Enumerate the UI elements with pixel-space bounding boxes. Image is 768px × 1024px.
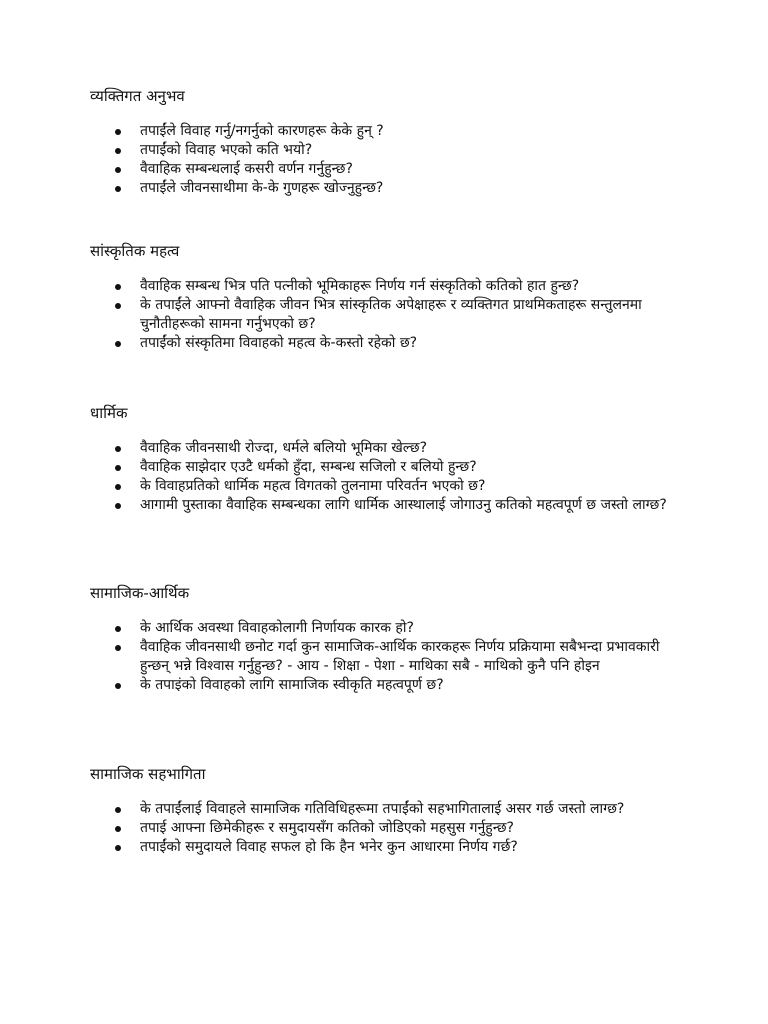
question-list	[90, 800, 690, 857]
question-text: तपाई आफ्ना छिमेकीहरू र समुदायसँग कतिको जोडिएको महसुस गर्नुहुन्छ?	[140, 820, 514, 836]
section-heading: व्यक्तिगत अनुभव	[90, 87, 185, 105]
question-text: तपाईंको संस्कृतिमा विवाहको महत्व के-कस्तो रहेको छ?	[140, 335, 418, 351]
question-text: के तपाइंको विवाहको लागि सामाजिक स्वीकृति महत्वपूर्ण छ?	[140, 677, 444, 693]
bullet-icon	[115, 284, 121, 290]
question-text: तपाईंले जीवनसाथीमा के-के गुणहरू खोज्नुहुन्छ?	[140, 180, 384, 196]
section-cultural-importance	[90, 241, 690, 353]
question-list	[90, 277, 690, 353]
list-item	[90, 334, 690, 353]
question-text: वैवाहिक साझेदार एउटै धर्मको हुँदा, सम्बन्ध सजिलो र बलियो हुन्छ?	[140, 459, 477, 475]
question-text: वैवाहिक जीवनसाथी रोज्दा, धर्मले बलियो भूमिका खेल्छ?	[140, 440, 428, 456]
bullet-icon	[115, 626, 121, 632]
question-list	[90, 122, 690, 198]
bullet-icon	[115, 167, 121, 173]
section-religious	[90, 403, 690, 515]
question-list	[90, 619, 690, 695]
list-item	[90, 676, 690, 695]
list-item	[90, 141, 690, 160]
list-item	[90, 800, 690, 819]
question-text: तपाईंको समुदायले विवाह सफल हो कि हैन भनेर कुन आधारमा निर्णय गर्छ?	[140, 839, 518, 855]
list-item	[90, 496, 690, 515]
list-item	[90, 838, 690, 857]
question-text: वैवाहिक जीवनसाथी छनोट गर्दा कुन सामाजिक-आर्थिक कारकहरू निर्णय प्रक्रियामा सबैभन्दा प्रभावकारी हुन्छन् भन्ने विश्वास गर्नुहुन्छ? - आय - शिक्षा - पेशा - माथिका सबै - माथिको कुनै पनि होइन	[140, 639, 660, 674]
list-item	[90, 160, 690, 179]
bullet-icon	[115, 807, 121, 813]
section-heading: सामाजिक-आर्थिक	[90, 584, 190, 602]
question-text: तपाईंको विवाह भएको कति भयो?	[140, 142, 313, 158]
bullet-icon	[115, 303, 121, 309]
bullet-icon	[115, 645, 121, 651]
question-text: आगामी पुस्ताका वैवाहिक सम्बन्धका लागि धार्मिक आस्थालाई जोगाउनु कतिको महत्वपूर्ण छ जस्तो लाग्छ?	[140, 497, 667, 513]
list-item	[90, 277, 690, 296]
section-heading: सामाजिक सहभागिता	[90, 765, 206, 783]
section-social-participation	[90, 764, 690, 857]
section-heading: धार्मिक	[90, 404, 128, 422]
section-heading: सांस्कृतिक महत्व	[90, 242, 180, 260]
list-item	[90, 439, 690, 458]
section-personal-experience	[90, 86, 690, 198]
bullet-icon	[115, 186, 121, 192]
bullet-icon	[115, 129, 121, 135]
bullet-icon	[115, 484, 121, 490]
list-item	[90, 122, 690, 141]
bullet-icon	[115, 341, 121, 347]
bullet-icon	[115, 148, 121, 154]
bullet-icon	[115, 446, 121, 452]
question-text: के आर्थिक अवस्था विवाहकोलागी निर्णायक कारक हो?	[140, 620, 414, 636]
question-text: तपाईंले विवाह गर्नु/नगर्नुको कारणहरू केके हुन् ?	[140, 123, 384, 139]
bullet-icon	[115, 465, 121, 471]
bullet-icon	[115, 503, 121, 509]
question-text: वैवाहिक सम्बन्ध भित्र पति पत्नीको भूमिकाहरू निर्णय गर्न संस्कृतिको कतिको हात हुन्छ?	[140, 278, 580, 294]
question-list	[90, 439, 690, 515]
list-item	[90, 296, 690, 334]
bullet-icon	[115, 826, 121, 832]
list-item	[90, 619, 690, 638]
list-item	[90, 638, 690, 676]
bullet-icon	[115, 845, 121, 851]
question-text: के विवाहप्रतिको धार्मिक महत्व विगतको तुलनामा परिवर्तन भएको छ?	[140, 478, 486, 494]
list-item	[90, 477, 690, 496]
question-text: के तपाईंलाई विवाहले सामाजिक गतिविधिहरूमा तपाईंको सहभागितालाई असर गर्छ जस्तो लाग्छ?	[140, 801, 625, 817]
list-item	[90, 819, 690, 838]
section-socio-economic	[90, 583, 690, 695]
question-text: के तपाईंले आफ्नो वैवाहिक जीवन भित्र सांस्कृतिक अपेक्षाहरू र व्यक्तिगत प्राथमिकताहरू सन्तुलनमा चुनौतीहरूको सामना गर्नुभएको छ?	[140, 297, 642, 332]
question-text: वैवाहिक सम्बन्धलाई कसरी वर्णन गर्नुहुन्छ?	[140, 161, 353, 177]
bullet-icon	[115, 683, 121, 689]
list-item	[90, 458, 690, 477]
list-item	[90, 179, 690, 198]
